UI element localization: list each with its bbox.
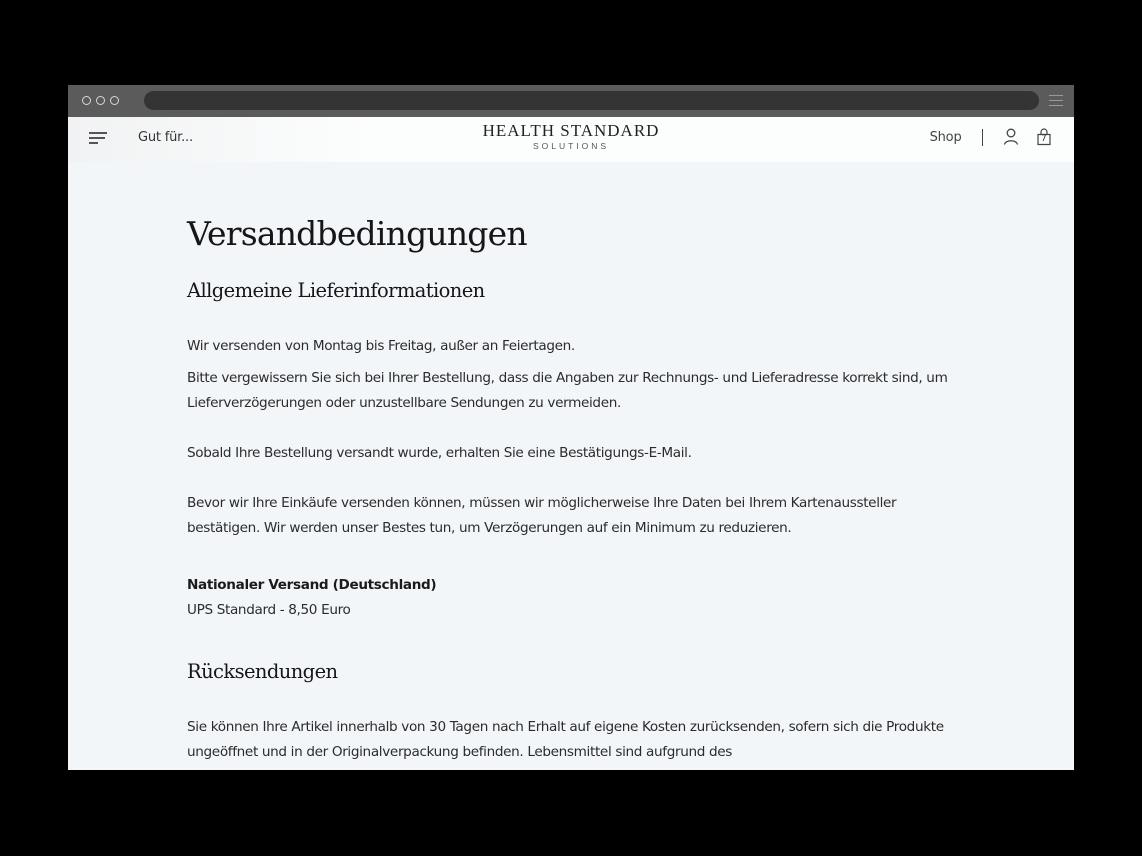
section-heading-delivery-info: Allgemeine Lieferinformationen: [187, 279, 485, 302]
nav-divider: [982, 129, 984, 146]
cart-count-badge: 7: [1041, 134, 1047, 144]
browser-chrome: [68, 85, 1074, 117]
logo-main-text: HEALTH STANDARD: [482, 121, 660, 140]
gut-fuer-menu[interactable]: Gut für...: [138, 130, 193, 145]
header-nav: [930, 128, 1052, 146]
window-control-minimize[interactable]: [96, 96, 105, 105]
paragraph-returns-policy: Sie können Ihre Artikel innerhalb von 30 Tagen nach Erhalt auf eigene Kosten zurücksenden, sofern sich die Produkte ungeöffnet und in der Originalverpackung befinden. Lebensmittel sind aufgrund des: [187, 719, 944, 760]
site-logo[interactable]: [68, 122, 1074, 151]
paragraph-card-verification: Bevor wir Ihre Einkäufe versenden können, müssen wir möglicherweise Ihre Daten bei Ihrem Kartenaussteller bestätigen. Wir werden unser Bestes tun, um Verzögerungen auf ein Minimum zu reduzieren.: [187, 495, 897, 536]
shipping-region-label: Nationaler Versand (Deutschland): [187, 577, 437, 593]
site-header: [68, 117, 1074, 162]
address-bar[interactable]: [144, 91, 1039, 110]
paragraph-confirmation-email: Sobald Ihre Bestellung versandt wurde, erhalten Sie eine Bestätigungs-E-Mail.: [187, 445, 692, 461]
shop-link[interactable]: Shop: [929, 129, 962, 145]
browser-menu-icon[interactable]: [1049, 95, 1063, 110]
browser-window: [68, 85, 1074, 770]
window-controls: [82, 96, 119, 105]
window-control-close[interactable]: [82, 96, 91, 105]
user-icon[interactable]: [1003, 128, 1019, 146]
shipping-option-price: UPS Standard - 8,50 Euro: [187, 602, 351, 618]
logo-sub-text: SOLUTIONS: [532, 141, 610, 151]
paragraph-shipping-days: Wir versenden von Montag bis Freitag, außer an Feiertagen.: [187, 338, 575, 354]
section-heading-returns: Rücksendungen: [187, 660, 338, 683]
shopping-bag-icon[interactable]: [1036, 128, 1052, 146]
window-control-maximize[interactable]: [110, 96, 119, 105]
paragraph-address-check: Bitte vergewissern Sie sich bei Ihrer Bestellung, dass die Angaben zur Rechnungs- und Lieferadresse korrekt sind, um Lieferverzögerungen oder unzustellbare Sendungen zu vermeiden.: [187, 370, 948, 411]
page-title: Versandbedingungen: [187, 214, 527, 253]
